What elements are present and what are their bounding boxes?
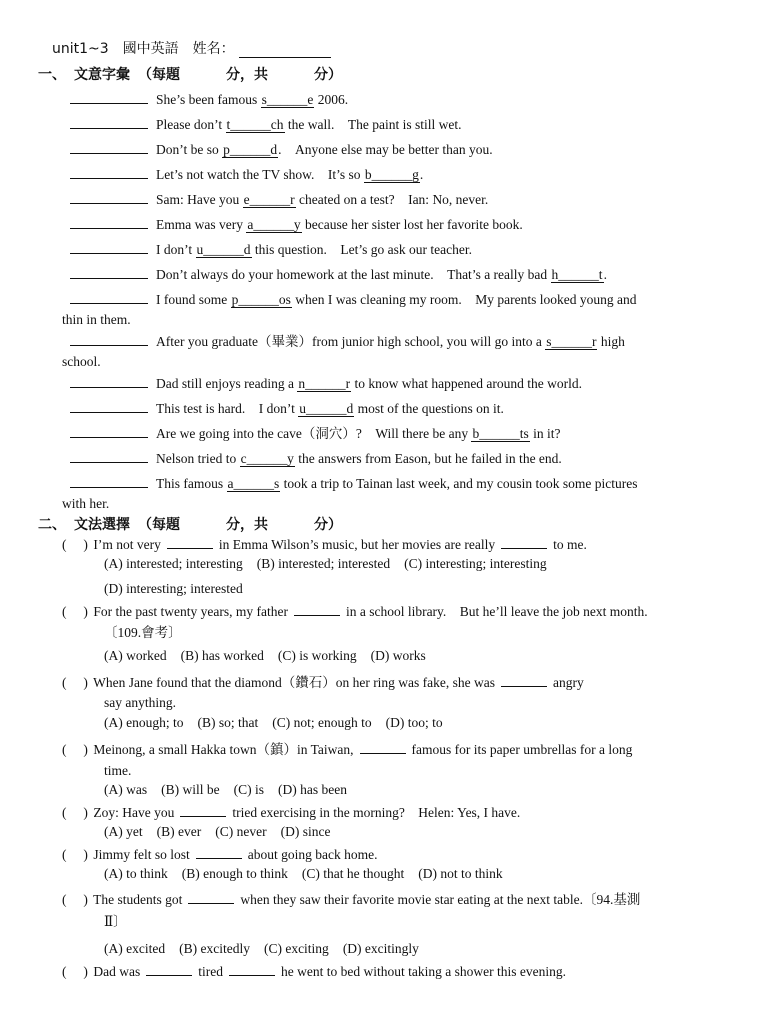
grammar-question: [62, 740, 742, 760]
option: (B) will be: [161, 782, 220, 797]
option: (D) interesting; interested: [104, 581, 243, 596]
blank-line: [360, 740, 406, 754]
vocab-item: [62, 289, 752, 330]
answer-blank[interactable]: [70, 189, 148, 204]
vocab-text-post: most of the questions on it.: [354, 401, 504, 416]
option: (A) to think: [104, 866, 168, 881]
answer-blank[interactable]: [70, 423, 148, 438]
vocab-item: [62, 473, 752, 514]
question-text: in a school library. But he’ll leave the job next month.: [345, 604, 648, 619]
option-row: [104, 782, 361, 798]
word-blank: e______r: [243, 192, 295, 207]
vocab-text-cont: with her.: [62, 496, 110, 511]
option-row: [104, 941, 433, 957]
option: (B) ever: [156, 824, 202, 839]
question-continuation: Ⅱ〕: [104, 914, 127, 929]
answer-blank[interactable]: [70, 264, 148, 279]
vocab-text-post: . Anyone else may be better than you.: [278, 142, 493, 157]
vocab-text-pre: This test is hard. I don’t: [156, 401, 299, 416]
option: (B) has worked: [180, 648, 264, 663]
vocab-text-post: high: [597, 334, 625, 349]
option: (C) not; enough to: [272, 715, 372, 730]
blank-line: [294, 602, 340, 616]
option: (B) interested; interested: [256, 556, 391, 571]
vocab-item: [62, 398, 752, 419]
word-blank: p______os: [231, 292, 291, 307]
answer-blank[interactable]: [70, 139, 148, 154]
question-continuation: time.: [104, 763, 132, 778]
answer-blank[interactable]: [70, 214, 148, 229]
question-continuation: say anything.: [104, 695, 176, 710]
blank-line: [167, 535, 213, 549]
vocab-text-pre: I don’t: [156, 242, 196, 257]
vocab-text-pre: Emma was very: [156, 217, 247, 232]
vocab-item: [62, 139, 752, 160]
option: (D) not to think: [418, 866, 503, 881]
vocab-item: [62, 239, 752, 260]
section-2-heading: 二、 文法選擇 （每題 分，共 分）: [38, 517, 342, 533]
option: (B) so; that: [197, 715, 259, 730]
answer-blank[interactable]: [70, 373, 148, 388]
grammar-question: [62, 673, 742, 693]
word-blank: p______d: [223, 142, 278, 157]
word-blank: u______d: [196, 242, 251, 257]
blank-line: [180, 803, 226, 817]
answer-paren: ( ): [62, 805, 88, 820]
option: (A) excited: [104, 941, 166, 956]
option: (A) enough; to: [104, 715, 184, 730]
section-1-heading: 一、 文意字彙 （每題 分，共 分）: [38, 67, 342, 83]
option: (A) yet: [104, 824, 143, 839]
answer-blank[interactable]: [70, 331, 148, 346]
word-blank: a______y: [247, 217, 301, 232]
blank-line: [196, 845, 242, 859]
vocab-item: [62, 373, 752, 394]
answer-paren: ( ): [62, 742, 88, 757]
vocab-text-post: .: [603, 267, 607, 282]
grammar-question: [62, 890, 742, 910]
blank-line: [229, 962, 275, 976]
option: (B) enough to think: [181, 866, 288, 881]
answer-paren: ( ): [62, 604, 88, 619]
header-title: unit1~3 國中英語 姓名：: [52, 41, 235, 57]
vocab-item: [62, 423, 752, 444]
option: (A) worked: [104, 648, 167, 663]
question-text: about going back home.: [247, 847, 378, 862]
option: (D) too; to: [385, 715, 443, 730]
vocab-text-pre: She’s been famous: [156, 92, 261, 107]
vocab-text-pre: Are we going into the cave（洞穴）? Will there be any: [156, 426, 472, 441]
word-blank: b______ts: [472, 426, 529, 441]
option: (C) is working: [277, 648, 357, 663]
answer-paren: ( ): [62, 964, 88, 979]
option: (A) interested; interesting: [104, 556, 243, 571]
option: (D) since: [280, 824, 331, 839]
option-row: [104, 715, 457, 731]
vocab-text-post: cheated on a test? Ian: No, never.: [295, 192, 489, 207]
vocab-text-cont: school.: [62, 354, 101, 369]
option: (C) that he thought: [301, 866, 405, 881]
answer-blank[interactable]: [70, 473, 148, 488]
vocab-text-post: the answers from Eason, but he failed in the end.: [294, 451, 562, 466]
option-row: [104, 581, 257, 597]
answer-paren: ( ): [62, 892, 88, 907]
vocab-text-pre: This famous: [156, 476, 227, 491]
vocab-item: [62, 264, 752, 285]
question-continuation: 〔109.會考〕: [104, 625, 182, 640]
grammar-question: [62, 845, 742, 865]
word-blank: s______e: [261, 92, 314, 107]
vocab-text-post: this question. Let’s go ask our teacher.: [251, 242, 472, 257]
vocab-item: [62, 164, 752, 185]
question-text: Meinong, a small Hakka town（鎮）in Taiwan,: [90, 742, 354, 757]
vocab-text-pre: Dad still enjoys reading a: [156, 376, 298, 391]
option-row: [104, 648, 440, 664]
vocab-text-post: took a trip to Tainan last week, and my cousin took some pictures: [280, 476, 638, 491]
answer-blank[interactable]: [70, 114, 148, 129]
question-text: For the past twenty years, my father: [90, 604, 288, 619]
vocab-text-pre: Please don’t: [156, 117, 226, 132]
blank-line: [188, 890, 234, 904]
question-text: Zoy: Have you: [90, 805, 175, 820]
option: (D) works: [370, 648, 426, 663]
vocab-text-pre: Nelson tried to: [156, 451, 240, 466]
question-text: I’m not very: [90, 537, 161, 552]
option: (A) was: [104, 782, 148, 797]
answer-blank[interactable]: [70, 448, 148, 463]
word-blank: c______y: [240, 451, 294, 466]
vocab-text-pre: I found some: [156, 292, 231, 307]
vocab-item: [62, 331, 752, 372]
answer-blank[interactable]: [70, 164, 148, 179]
word-blank: t______ch: [226, 117, 284, 132]
vocab-text-pre: Let’s not watch the TV show. It’s so: [156, 167, 364, 182]
word-blank: h______t: [551, 267, 603, 282]
vocab-text-post: 2006.: [314, 92, 349, 107]
option-row: [104, 556, 561, 572]
option: (C) interesting; interesting: [404, 556, 547, 571]
answer-blank[interactable]: [70, 289, 148, 304]
blank-line: [501, 535, 547, 549]
option: (C) exciting: [263, 941, 329, 956]
question-text: Dad was: [90, 964, 141, 979]
answer-blank[interactable]: [70, 398, 148, 413]
answer-paren: ( ): [62, 537, 88, 552]
question-text: When Jane found that the diamond（鑽石）on her ring was fake, she was: [90, 675, 496, 690]
name-blank: [239, 43, 331, 58]
vocab-text-pre: Don’t always do your homework at the last minute. That’s a really bad: [156, 267, 551, 282]
worksheet-header: [52, 38, 331, 58]
grammar-question: [62, 535, 742, 555]
answer-paren: ( ): [62, 675, 88, 690]
answer-paren: ( ): [62, 847, 88, 862]
vocab-item: [62, 214, 752, 235]
vocab-text-post: to know what happened around the world.: [351, 376, 583, 391]
vocab-item: [62, 448, 752, 469]
vocab-text-cont: thin in them.: [62, 312, 131, 327]
grammar-question: [62, 803, 742, 823]
question-text: famous for its paper umbrellas for a long: [411, 742, 633, 757]
vocab-item: [62, 114, 752, 135]
vocab-text-post: when I was cleaning my room. My parents looked young and: [291, 292, 637, 307]
vocab-text-post: .: [419, 167, 424, 182]
answer-blank[interactable]: [70, 89, 148, 104]
question-text: tired: [198, 964, 223, 979]
question-text: tried exercising in the morning? Helen: Yes, I have.: [232, 805, 521, 820]
vocab-text-post: because her sister lost her favorite book.: [301, 217, 523, 232]
option-row: [104, 824, 344, 840]
question-text: Jimmy felt so lost: [90, 847, 190, 862]
vocab-text-post: in it?: [529, 426, 561, 441]
question-text: when they saw their favorite movie star eating at the next table.〔94.基測: [240, 892, 641, 907]
answer-blank[interactable]: [70, 239, 148, 254]
vocab-text-pre: Don’t be so: [156, 142, 223, 157]
question-text: angry: [553, 675, 584, 690]
vocab-text-pre: After you graduate（畢業）from junior high school, you will go into a: [156, 334, 546, 349]
word-blank: a______s: [227, 476, 280, 491]
blank-line: [146, 962, 192, 976]
vocab-text-pre: Sam: Have you: [156, 192, 243, 207]
option: (C) is: [233, 782, 264, 797]
option-row: [104, 866, 517, 882]
option: (C) never: [215, 824, 267, 839]
word-blank: b______g: [364, 167, 419, 182]
question-text: he went to bed without taking a shower this evening.: [281, 964, 566, 979]
question-text: The students got: [90, 892, 183, 907]
vocab-item: [62, 89, 752, 110]
option: (D) has been: [278, 782, 347, 797]
question-text: in Emma Wilson’s music, but her movies are really: [218, 537, 496, 552]
blank-line: [501, 673, 547, 687]
option: (D) excitingly: [342, 941, 419, 956]
vocab-item: [62, 189, 752, 210]
word-blank: n______r: [298, 376, 351, 391]
word-blank: u______d: [299, 401, 354, 416]
vocab-text-post: the wall. The paint is still wet.: [284, 117, 462, 132]
question-text: to me.: [553, 537, 587, 552]
option: (B) excitedly: [179, 941, 250, 956]
word-blank: s______r: [546, 334, 597, 349]
grammar-question: [62, 602, 742, 622]
grammar-question: [62, 962, 742, 982]
